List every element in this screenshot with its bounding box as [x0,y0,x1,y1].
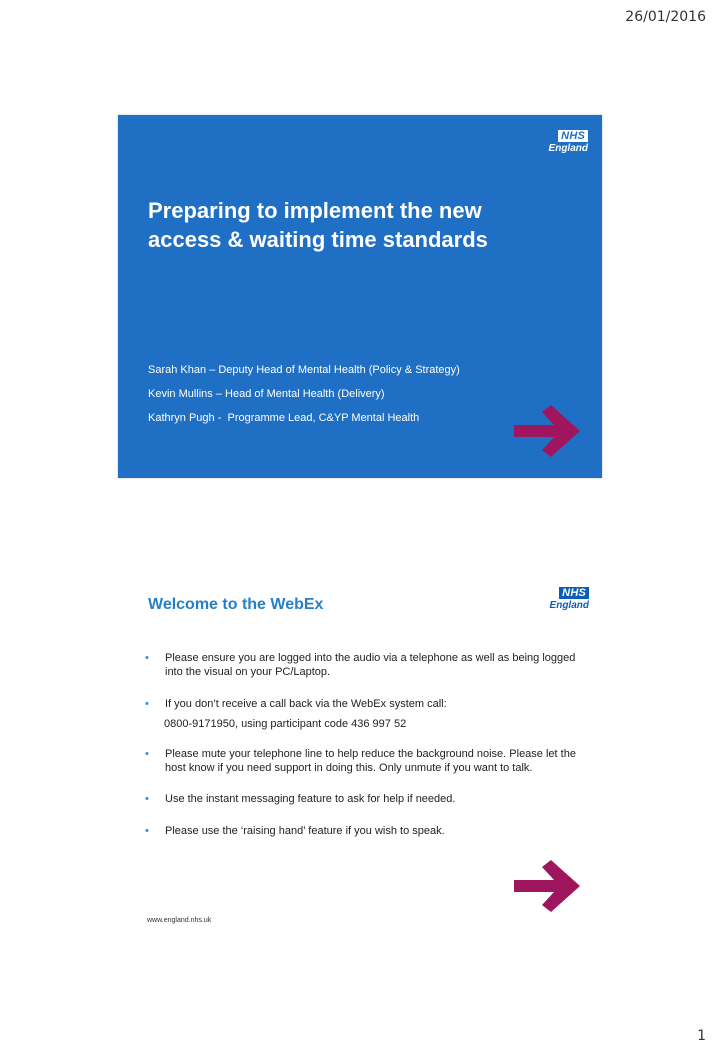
slide-title-line-2: access & waiting time standards [148,227,488,252]
nhs-england-logo [549,130,588,154]
nhs-logo-org: England [548,143,588,154]
slide-title: Welcome to the WebEx [148,596,324,613]
presenter-line: Kevin Mullins – Head of Mental Health (Delivery) [148,388,385,400]
arrow-right-icon [514,860,582,912]
nhs-logo-mark: NHS [558,130,588,142]
bullet-icon: • [145,748,149,760]
list-item [145,651,585,679]
list-item [145,697,585,711]
bullet-icon: • [145,652,149,664]
page-number: 1 [697,1028,706,1044]
bullet-icon: • [145,793,149,805]
instruction-list [145,651,585,838]
slide-title-line-1: Preparing to implement the new [148,198,482,223]
list-item-text: Please ensure you are logged into the audio via a telephone as well as being logged into the visual on your PC/Laptop. [165,652,576,678]
footer-url: www.england.nhs.uk [147,917,212,924]
page-date: 26/01/2016 [625,9,706,25]
slide-title [148,196,568,254]
list-item [145,824,585,838]
nhs-england-logo [550,587,589,611]
list-item-text: Use the instant messaging feature to ask for help if needed. [165,793,456,805]
list-item-text: Please mute your telephone line to help reduce the background noise. Please let the host know if you need support in doing this. Only unmute if you want to talk. [165,748,576,774]
presenter-list [148,363,460,435]
presenter-line: Kathryn Pugh - Programme Lead, C&YP Mental Health [148,412,420,424]
list-item [145,792,585,806]
bullet-icon: • [145,698,149,710]
bullet-icon: • [145,825,149,837]
list-item-text: Please use the ‘raising hand’ feature if you wish to speak. [165,825,445,837]
list-item [145,747,585,775]
title-slide [118,115,602,478]
call-number-line: 0800-9171950, using participant code 436 997 52 [164,718,407,730]
nhs-logo-org: England [549,600,589,611]
nhs-logo-mark: NHS [559,587,589,599]
welcome-slide [118,563,602,926]
presenter-line: Sarah Khan – Deputy Head of Mental Health (Policy & Strategy) [148,364,460,376]
arrow-right-icon [514,405,582,457]
list-item-text: If you don’t receive a call back via the WebEx system call: [165,698,447,710]
